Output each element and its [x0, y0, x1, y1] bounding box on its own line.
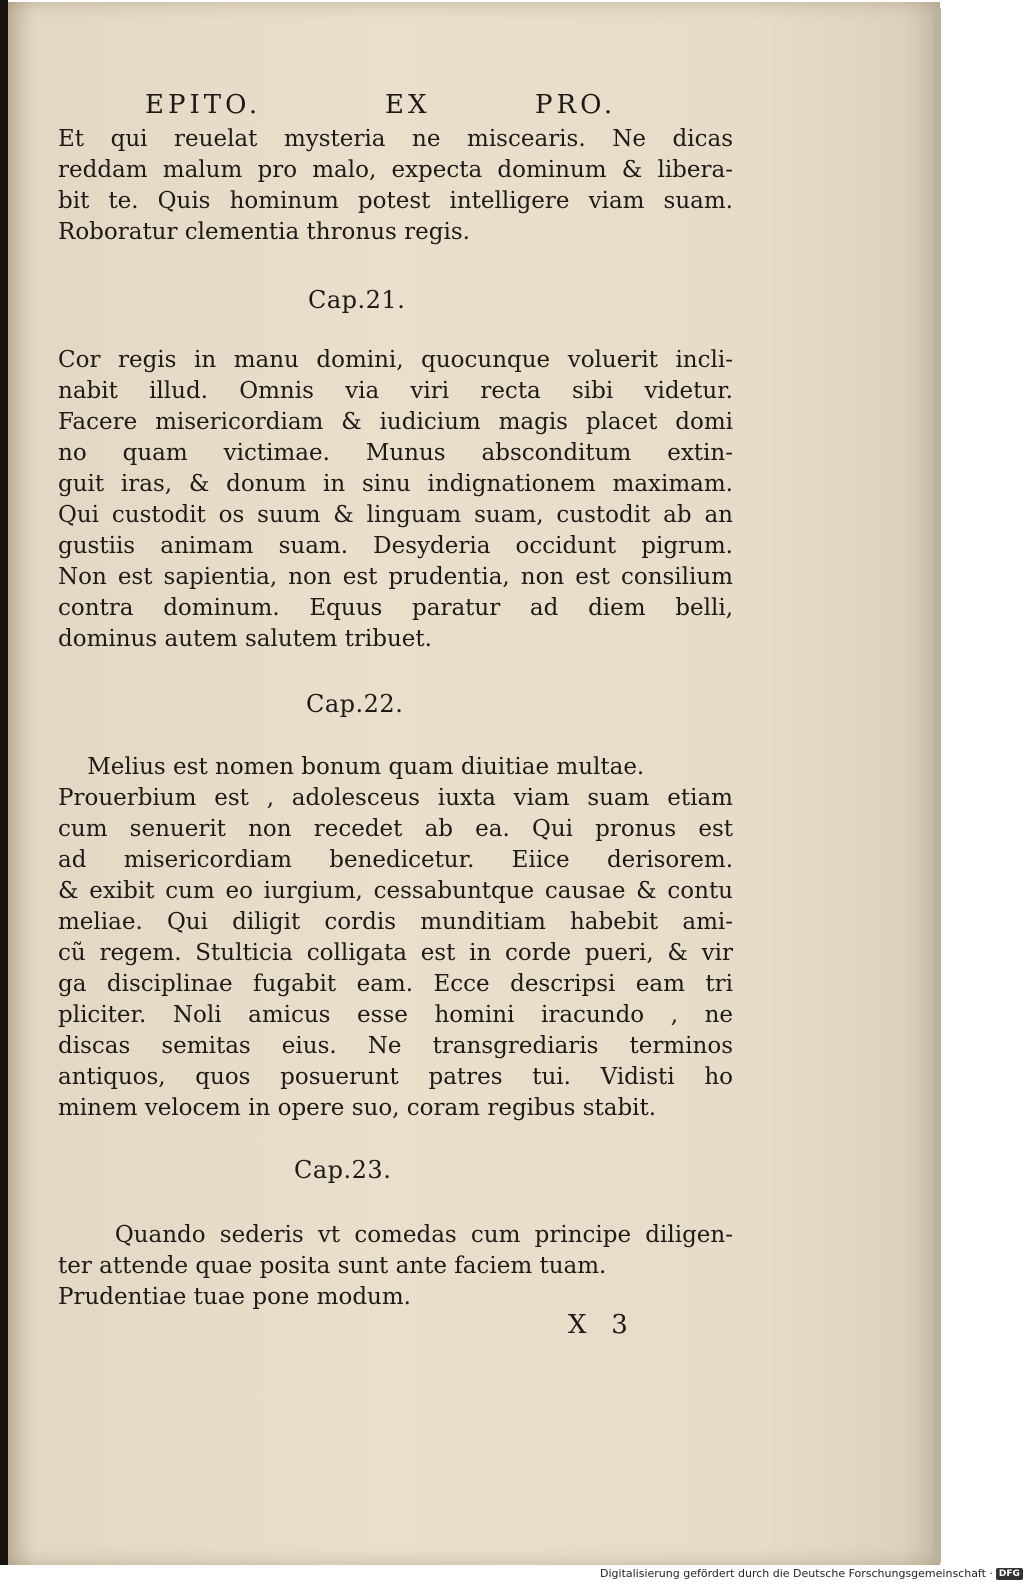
text-line: nabit illud. Omnis via viri recta sibi videtur. [58, 378, 733, 404]
text-line: ga disciplinae fugabit eam. Ecce descripsi eam tri [58, 971, 733, 997]
header-right: PRO. [535, 90, 617, 120]
scan-left-edge [0, 0, 8, 1565]
text-line: Prouerbium est , adolesceus iuxta viam suam etiam [58, 785, 733, 811]
page-right-edge [935, 8, 941, 1563]
text-line: guit iras, & donum in sinu indignationem maximam. [58, 471, 733, 497]
text-line: contra dominum. Equus paratur ad diem belli, [58, 595, 733, 621]
header-middle: EX [385, 90, 431, 120]
text-line: ad misericordiam benedicetur. Eiice derisorem. [58, 847, 733, 873]
text-line: Roboratur clementia thronus regis. [58, 219, 470, 245]
text-line: antiquos, quos posuerunt patres tui. Vidisti ho [58, 1064, 733, 1090]
text-line: minem velocem in opere suo, coram regibus stabit. [58, 1095, 657, 1121]
header-left: EPITO. [145, 90, 262, 120]
text-line: Qui custodit os suum & linguam suam, custodit ab an [58, 502, 733, 528]
text-line: Non est sapientia, non est prudentia, non est consilium [58, 564, 733, 590]
text-line: Prudentiae tuae pone modum. [58, 1284, 411, 1310]
text-line: cũ regem. Stulticia colligata est in corde pueri, & vir [58, 940, 733, 966]
text-line: dominus autem salutem tribuet. [58, 626, 432, 652]
text-line: gustiis animam suam. Desyderia occidunt pigrum. [58, 533, 733, 559]
chapter-heading-22: Cap.22. [306, 690, 404, 718]
footer-text: Digitalisierung gefördert durch die Deutsche Forschungsgemeinschaft · [600, 1567, 993, 1580]
text-line: ter attende quae posita sunt ante faciem tuam. [58, 1253, 607, 1279]
text-line: discas semitas eius. Ne transgrediaris terminos [58, 1033, 733, 1059]
chapter-23-text [58, 1220, 733, 1313]
intro-paragraph [58, 124, 733, 248]
text-line: Et qui reuelat mysteria ne miscearis. Ne dicas [58, 126, 733, 152]
text-line: & exibit cum eo iurgium, cessabuntque causae & contu [58, 878, 733, 904]
chapter-21-text [58, 345, 733, 655]
signature-mark: X 3 [568, 1310, 628, 1340]
text-line: no quam victimae. Munus absconditum extin- [58, 440, 733, 466]
text-line: Melius est nomen bonum quam diuitiae multae. [58, 754, 645, 780]
text-line: Quando sederis vt comedas cum principe diligen- [58, 1222, 733, 1248]
text-line: cum senuerit non recedet ab ea. Qui pronus est [58, 816, 733, 842]
text-line: Facere misericordiam & iudicium magis placet domi [58, 409, 733, 435]
dfg-logo: DFG [996, 1568, 1023, 1580]
text-line: Cor regis in manu domini, quocunque voluerit incli- [58, 347, 733, 373]
running-header [145, 90, 640, 120]
footer-credit [600, 1567, 1020, 1587]
chapter-heading-23: Cap.23. [294, 1156, 392, 1184]
text-line: reddam malum pro malo, expecta dominum & libera- [58, 157, 733, 183]
text-line: pliciter. Noli amicus esse homini iracundo , ne [58, 1002, 733, 1028]
text-line: bit te. Quis hominum potest intelligere viam suam. [58, 188, 733, 214]
chapter-heading-21: Cap.21. [308, 286, 406, 314]
text-line: meliae. Qui diligit cordis munditiam habebit ami- [58, 909, 733, 935]
chapter-22-text [58, 752, 733, 1124]
